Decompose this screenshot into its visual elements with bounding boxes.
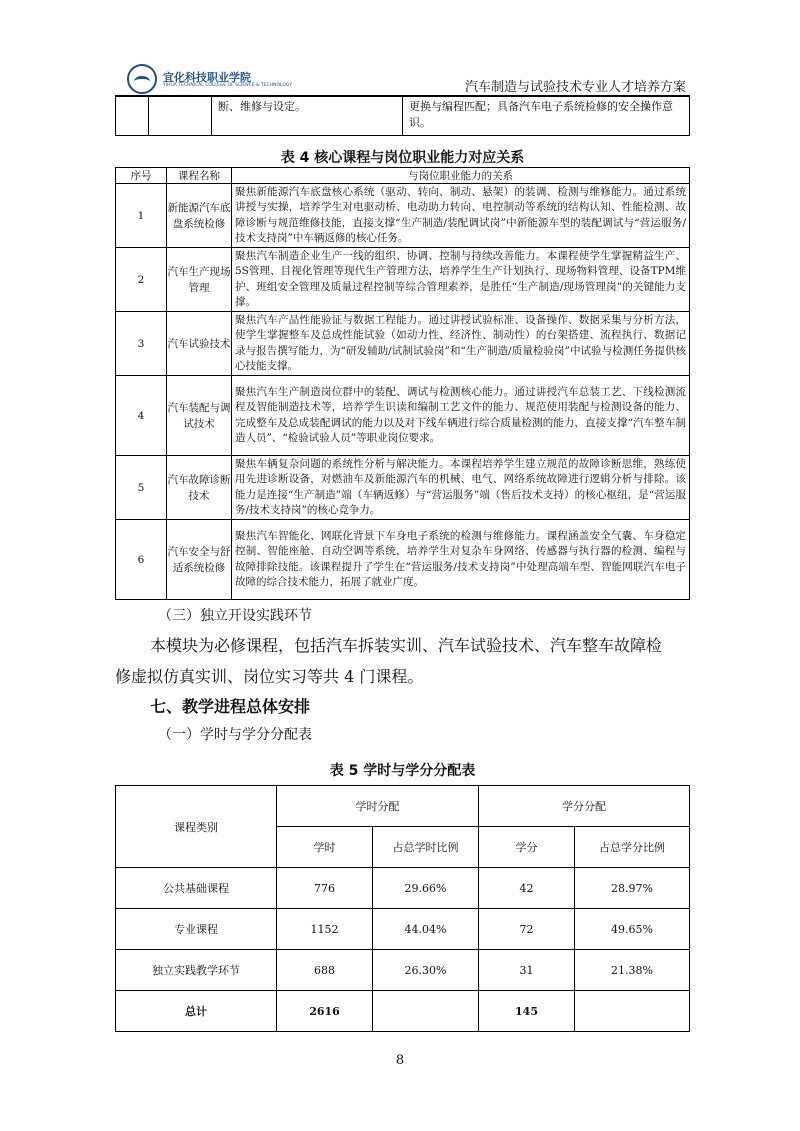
column-header: 学分分配: [479, 786, 690, 827]
hours-cell: 688: [277, 950, 373, 991]
course-name: 汽车故障诊断技术: [167, 456, 232, 520]
table4-caption: 表 4 核心课程与岗位职业能力对应关系: [280, 150, 525, 166]
course-description: 聚焦汽车智能化、网联化背景下车身电子系统的检测与维修能力。课程涵盖安全气囊、车身稳定控制、智能座舱、自动空调等系统，培养学生对复杂车身网络、传感器与执行器的检测、编程与故障排除技能。该课程提升了学生在“营运服务/技术支持岗”中处理高端车型、智能网联汽车电子故障的综合技术能力，拓展了就业广度。: [232, 520, 690, 600]
section-heading: （一）学时与学分分配表: [158, 727, 312, 743]
page-number: 8: [395, 1053, 405, 1068]
row-number: 5: [116, 456, 167, 520]
course-description: 聚焦汽车生产制造岗位群中的装配、调试与检测核心能力。通过讲授汽车总装工艺、下线检测流程及智能制造技术等，培养学生识读和编制工艺文件的能力、规范使用装配与检测设备的能力、完成整车及总成装配调试的能力以及对下线车辆进行综合质量检测的能力，直接支撑“汽车整车制造人员”、“检验试验人员”等职业岗位要求。: [232, 376, 690, 456]
column-header: 课程类别: [116, 786, 277, 868]
chapter-heading: 七、教学进程总体安排: [150, 697, 311, 716]
table-cell: [116, 97, 149, 136]
column-header: 学时分配: [277, 786, 479, 827]
table-row: [116, 520, 690, 600]
hours-cell: 2616: [277, 991, 373, 1032]
document-title: 汽车制造与试验技术专业人才培养方案: [464, 80, 686, 95]
table-header-row: [116, 786, 690, 827]
section-heading: （三）独立开设实践环节: [158, 608, 312, 624]
row-number: 2: [116, 248, 167, 312]
category-cell: 独立实践教学环节: [116, 950, 277, 991]
credits-percent-cell: 49.65%: [575, 909, 690, 950]
course-description: 聚焦汽车制造企业生产一线的组织、协调、控制与持续改善能力。本课程使学生掌握精益生产、5S管理、目视化管理等现代生产管理方法，培养学生生产计划执行、现场物料管理、设备TPM维护、班组安全管理及质量过程控制等综合管理素养，是胜任“生产制造/现场管理岗”的关键能力支撑。: [232, 248, 690, 312]
logo-text: 宜化科技职业学院: [163, 71, 251, 84]
credits-cell: 31: [479, 950, 575, 991]
column-header: 与岗位职业能力的关系: [232, 168, 690, 184]
course-name: 汽车生产现场管理: [167, 248, 232, 312]
credits-cell: 72: [479, 909, 575, 950]
column-header: 序号: [116, 168, 167, 184]
table-cell: 断、维修与设定。: [212, 97, 403, 136]
course-name: 汽车试验技术: [167, 312, 232, 376]
row-number: 6: [116, 520, 167, 600]
course-name: 汽车装配与调试技术: [167, 376, 232, 456]
category-cell: 总计: [116, 991, 277, 1032]
row-number: 1: [116, 184, 167, 248]
table5-caption: 表 5 学时与学分分配表: [329, 763, 476, 779]
column-header: 占总学时比例: [373, 827, 479, 868]
table-cell: [149, 97, 212, 136]
table-row: [116, 184, 690, 248]
logo-subtext: YIHUA TECHNICAL COLLEGE OF SCIENCE & TECHNOLOGY: [163, 83, 292, 88]
previous-table-continuation: [115, 96, 690, 136]
course-description: 聚焦新能源汽车底盘核心系统（驱动、转向、制动、悬架）的装调、检测与维修能力。通过系统讲授与实操，培养学生对电驱动桥、电动助力转向、电控制动等系统的结构认知、性能检测、故障诊断与规范维修技能，直接支撑“生产制造/装配调试岗”中新能源车型的装配调试与“营运服务/技术支持岗”中车辆返修的核心任务。: [232, 184, 690, 248]
hours-percent-cell: 29.66%: [373, 868, 479, 909]
course-description: 聚焦汽车产品性能验证与数据工程能力。通过讲授试验标准、设备操作、数据采集与分析方法，使学生掌握整车及总成性能试验（如动力性、经济性、制动性）的台架搭建、流程执行、数据记录与报告撰写能力，为“研发辅助/试制试验岗”和“生产制造/质量检验岗”中试验与检测任务提供核心技能支撑。: [232, 312, 690, 376]
table-row: [116, 909, 690, 950]
row-number: 3: [116, 312, 167, 376]
column-header: 占总学分比例: [575, 827, 690, 868]
course-name: 汽车安全与舒适系统检修: [167, 520, 232, 600]
hours-percent-cell: [373, 991, 479, 1032]
college-emblem-icon: [127, 64, 157, 94]
college-logo: [127, 64, 327, 94]
table-row: [116, 456, 690, 520]
row-number: 4: [116, 376, 167, 456]
hours-credits-table: [115, 785, 690, 1032]
category-cell: 专业课程: [116, 909, 277, 950]
table-row: [116, 868, 690, 909]
paragraph-line: 本模块为必修课程，包括汽车拆装实训、汽车试验技术、汽车整车故障检: [150, 636, 663, 655]
course-name: 新能源汽车底盘系统检修: [167, 184, 232, 248]
credits-cell: 42: [479, 868, 575, 909]
table-row: [116, 950, 690, 991]
hours-cell: 776: [277, 868, 373, 909]
credits-cell: 145: [479, 991, 575, 1032]
page-header: [115, 62, 690, 96]
table-row: [116, 97, 690, 136]
column-header: 学分: [479, 827, 575, 868]
core-course-table: [115, 167, 690, 600]
column-header: 学时: [277, 827, 373, 868]
table-cell: 更换与编程匹配；具备汽车电子系统检修的安全操作意识。: [403, 97, 690, 136]
category-cell: 公共基础课程: [116, 868, 277, 909]
table-row: [116, 248, 690, 312]
column-header: 课程名称: [167, 168, 232, 184]
table-header-row: [116, 168, 690, 184]
credits-percent-cell: [575, 991, 690, 1032]
credits-percent-cell: 28.97%: [575, 868, 690, 909]
table-total-row: [116, 991, 690, 1032]
credits-percent-cell: 21.38%: [575, 950, 690, 991]
table-row: [116, 312, 690, 376]
hours-percent-cell: 44.04%: [373, 909, 479, 950]
paragraph-line: 修虚拟仿真实训、岗位实习等共 4 门课程。: [115, 667, 424, 686]
hours-cell: 1152: [277, 909, 373, 950]
hours-percent-cell: 26.30%: [373, 950, 479, 991]
course-description: 聚焦车辆复杂问题的系统性分析与解决能力。本课程培养学生建立规范的故障诊断思维，熟练使用先进诊断设备，对燃油车及新能源汽车的机械、电气、网络系统故障进行逻辑分析与排除。该能力是连接“生产制造”端（车辆返修）与“营运服务”端（售后技术支持）的核心枢纽，是“营运服务/技术支持岗”的核心竞争力。: [232, 456, 690, 520]
table-row: [116, 376, 690, 456]
